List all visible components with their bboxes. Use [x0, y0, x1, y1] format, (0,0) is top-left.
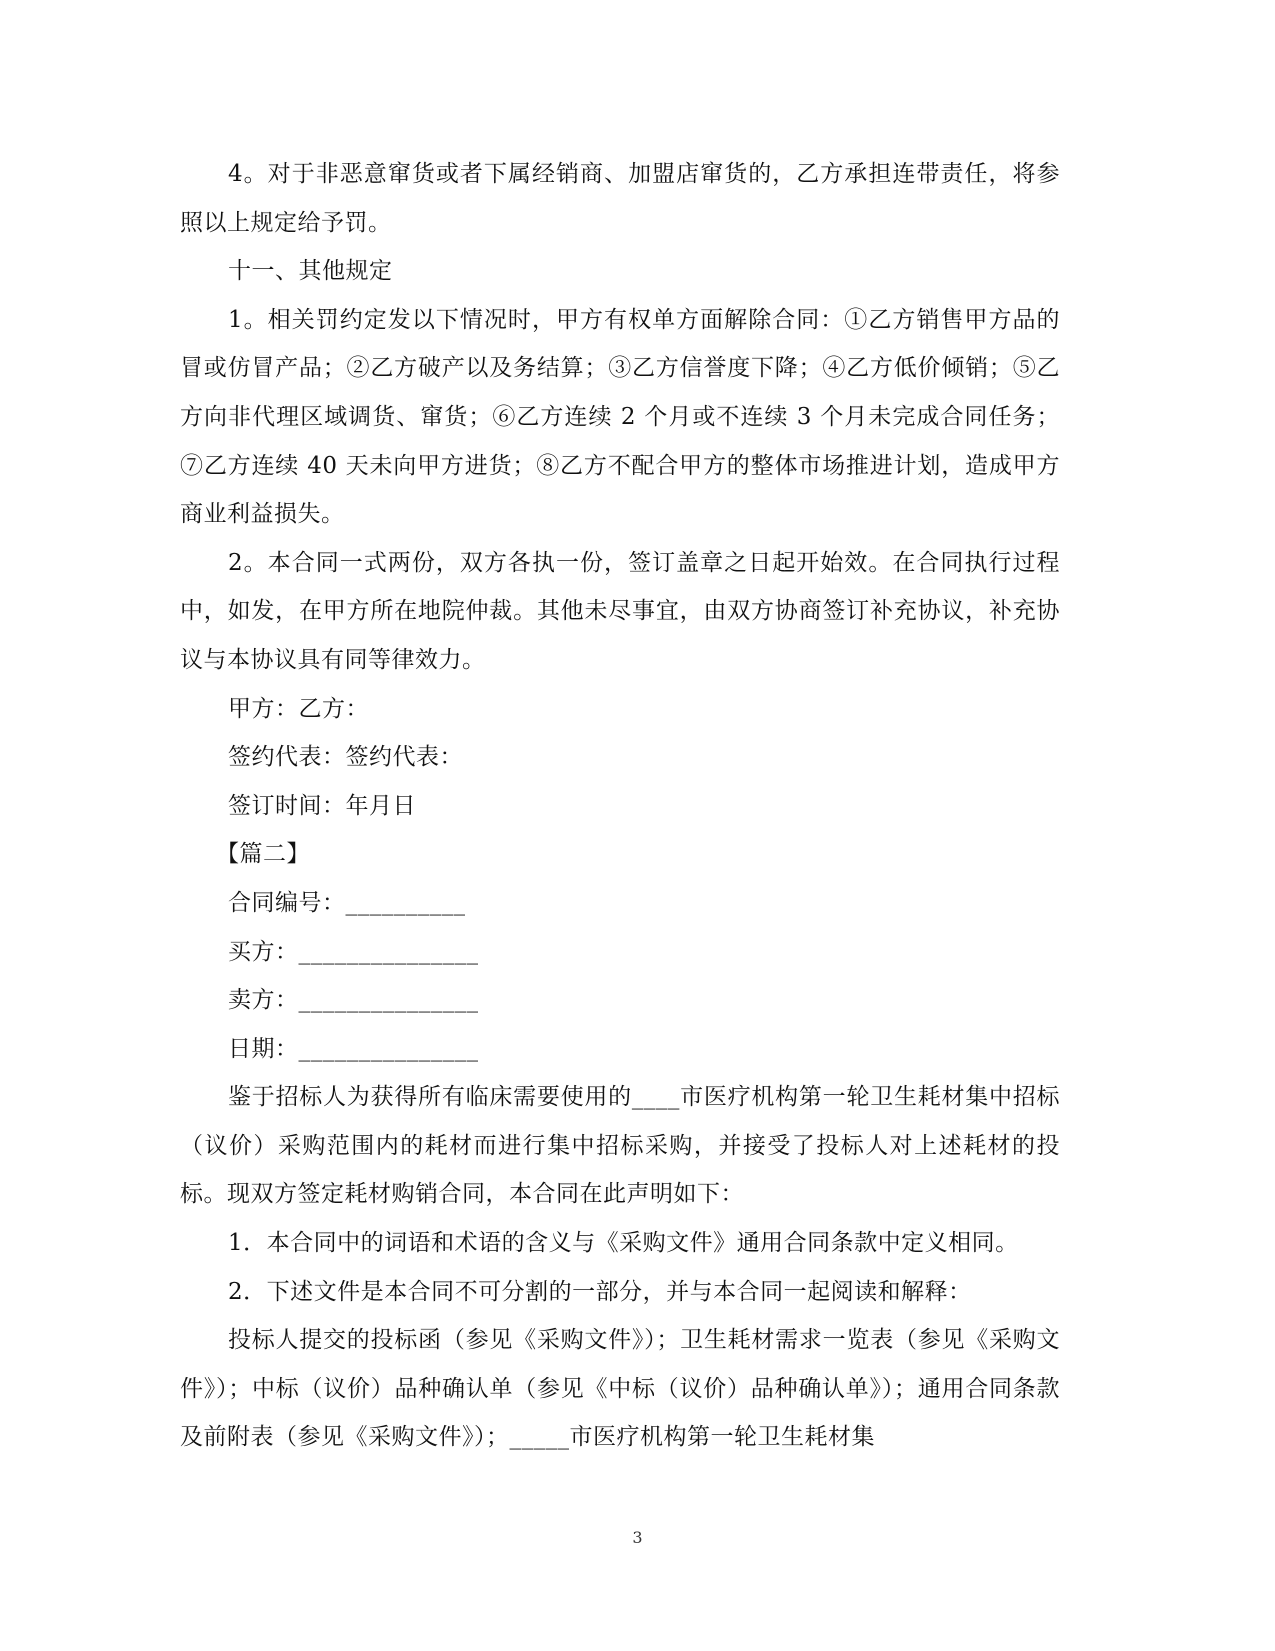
paragraph-termination-conditions: 1。相关罚约定发以下情况时，甲方有权单方面解除合同：①乙方销售甲方品的冒或仿冒产品；②乙方破产以及务结算；③乙方信誉度下降；④乙方低价倾销；⑤乙方向非代理区域调货、窜货；⑥乙方连续 2 个月或不连续 3 个月未完成合同任务；⑦乙方连续 40 天未向甲方进货；⑧乙方不配合甲方的整体市场推进计划，造成甲方商业利益损失。	[180, 306, 1060, 528]
paragraph-preamble: 鉴于招标人为获得所有临床需要使用的____市医疗机构第一轮卫生耗材集中招标（议价）采购范围内的耗材而进行集中招标采购，并接受了投标人对上述耗材的投标。现双方签定耗材购销合同，本合同在此声明如下：	[180, 1084, 1060, 1208]
section-heading-other-rules: 十一、其他规定	[228, 258, 393, 285]
seller-line: 卖方：_______________	[228, 987, 479, 1014]
paragraph-clause-2: 2．下述文件是本合同不可分割的一部分，并与本合同一起阅读和解释：	[228, 1278, 972, 1305]
signing-date-line: 签订时间：年月日	[228, 792, 416, 819]
page-number: 3	[632, 1528, 643, 1547]
section-heading-part-two: 【篇二】	[216, 841, 310, 868]
paragraph-contract-copies: 2。本合同一式两份，双方各执一份，签订盖章之日起开始效。在合同执行过程中，如发，在甲方所在地院仲裁。其他未尽事宜，由双方协商签订补充协议，补充协议与本协议具有同等律效力。	[180, 549, 1060, 673]
party-line: 甲方：乙方：	[228, 695, 369, 722]
paragraph-document-list: 投标人提交的投标函（参见《采购文件》）；卫生耗材需求一览表（参见《采购文件》）；中标（议价）品种确认单（参见《中标（议价）品种确认单》）；通用合同条款及前附表（参见《采购文件》）；_____市医疗机构第一轮卫生耗材集	[180, 1327, 1060, 1451]
paragraph-item-4-penalty: 4。对于非恶意窜货或者下属经销商、加盟店窜货的，乙方承担连带责任，将参照以上规定给予罚。	[180, 161, 1060, 236]
date-line: 日期：_______________	[228, 1035, 479, 1062]
paragraph-clause-1: 1．本合同中的词语和术语的含义与《采购文件》通用合同条款中定义相同。	[228, 1230, 1019, 1257]
document-body	[180, 150, 1060, 1462]
representative-line: 签约代表：签约代表：	[228, 744, 463, 771]
buyer-line: 买方：_______________	[228, 938, 479, 965]
contract-number-line: 合同编号：__________	[228, 889, 466, 916]
